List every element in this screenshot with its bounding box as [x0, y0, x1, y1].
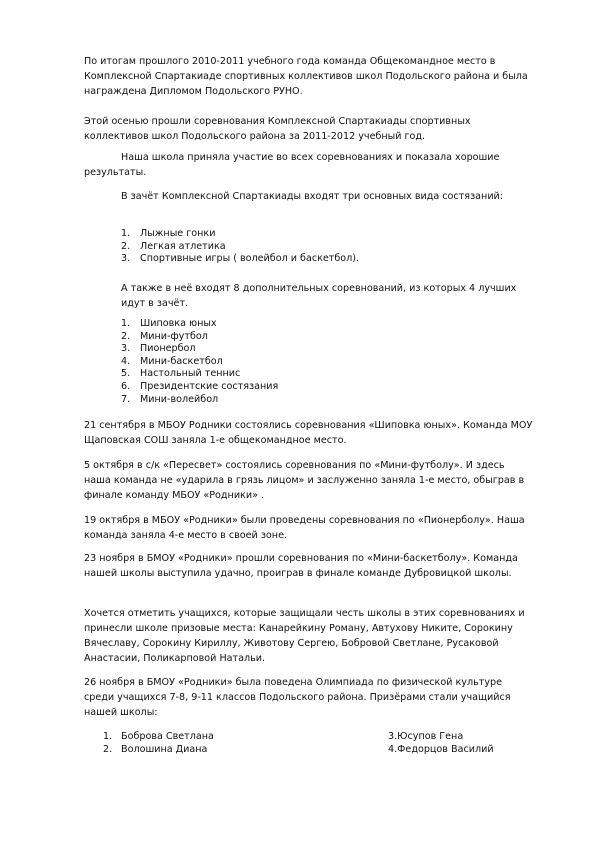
winners-list	[103, 730, 523, 756]
paragraph-oct-5: 5 октября в с/к «Пересвет» состоялись соревнования по «Мини-футболу». И здесь наша команда не «ударила в грязь лицом» и заслуженно заняла 1-е место, обыграв в финале команду МБОУ «Родники» .	[84, 460, 525, 501]
list-item: 6. Президентские состязания	[121, 380, 279, 392]
list-item: 3. Спортивные игры ( волейбол и баскетбол).	[121, 253, 360, 265]
list-item: 1. Шиповка юных	[121, 318, 217, 329]
paragraph-school-participation: Наша школа приняла участие во всех соревнованиях и показала хорошие результаты.	[84, 152, 500, 178]
list-item: 2. Волошина Диана 4.Федорцов Василий	[103, 744, 494, 755]
paragraph-oct-19: 19 октября в МБОУ «Родники» были проведены соревнования по «Пионерболу». Наша команда заняла 4-е место в своей зоне.	[84, 515, 525, 541]
list-item: 3. Пионербол	[121, 343, 196, 355]
list-item: 1. Боброва Светлана 3.Юсупов Гена	[103, 731, 464, 742]
paragraph-autumn-competitions: Этой осенью прошли соревнования Комплексной Спартакиады спортивных коллективов школ Подольского района за 2011-2012 учебный год.	[84, 116, 471, 142]
paragraph-previous-year: По итогам прошлого 2010-2011 учебного года команда Общекомандное место в Комплексной Спартакиаде спортивных коллективов школ Подольского района и была награждена Дипломом Подольского РУНО.	[84, 56, 528, 97]
list-item: 5. Настольный теннис	[121, 368, 241, 380]
list-item: 4. Мини-баскетбол	[121, 355, 223, 367]
list-item: 2. Мини-футбол	[121, 330, 208, 342]
paragraph-main-types-intro: В зачёт Комплексной Спартакиады входят три основных вида состязаний:	[121, 191, 504, 202]
main-types-list	[121, 228, 359, 266]
paragraph-extra-types-intro: А также в неё входят 8 дополнительных соревнований, из которых 4 лучших идут в зачёт.	[121, 283, 517, 309]
list-item: 1. Лыжные гонки	[121, 228, 216, 239]
paragraph-olympiad: 26 ноября в БМОУ «Родники» была поведена Олимпиада по физической культуре среди учащихся 7-8, 9-11 классов Подольского района. Призёрами стали учащийся нашей школы:	[84, 677, 511, 718]
list-item: 7. Мини-волейбол	[121, 393, 219, 405]
paragraph-students-thanks: Хочется отметить учащихся, которые защищали честь школы в этих соревнованиях и принесли школе призовые места: Канарейкину Роману, Автухову Никите, Сорокину Вячеславу, Сорокину Кириллу, Животову Сергею, Бобровой Светлане, Русаковой Анастасии, Поликарповой Натальи.	[84, 608, 525, 664]
paragraph-sept-21: 21 сентября в МБОУ Родники состоялись соревнования «Шиповка юных». Команда МОУ Щаповская СОШ заняла 1-е общекомандное место.	[84, 420, 533, 446]
extra-types-list	[121, 318, 278, 406]
paragraph-nov-23: 23 ноября в БМОУ «Родники» прошли соревнования по «Мини-баскетболу». Команда нашей школы выступила удачно, проиграв в финале команде Дубровицкой школы.	[84, 553, 518, 579]
list-item: 2. Легкая атлетика	[121, 240, 226, 252]
